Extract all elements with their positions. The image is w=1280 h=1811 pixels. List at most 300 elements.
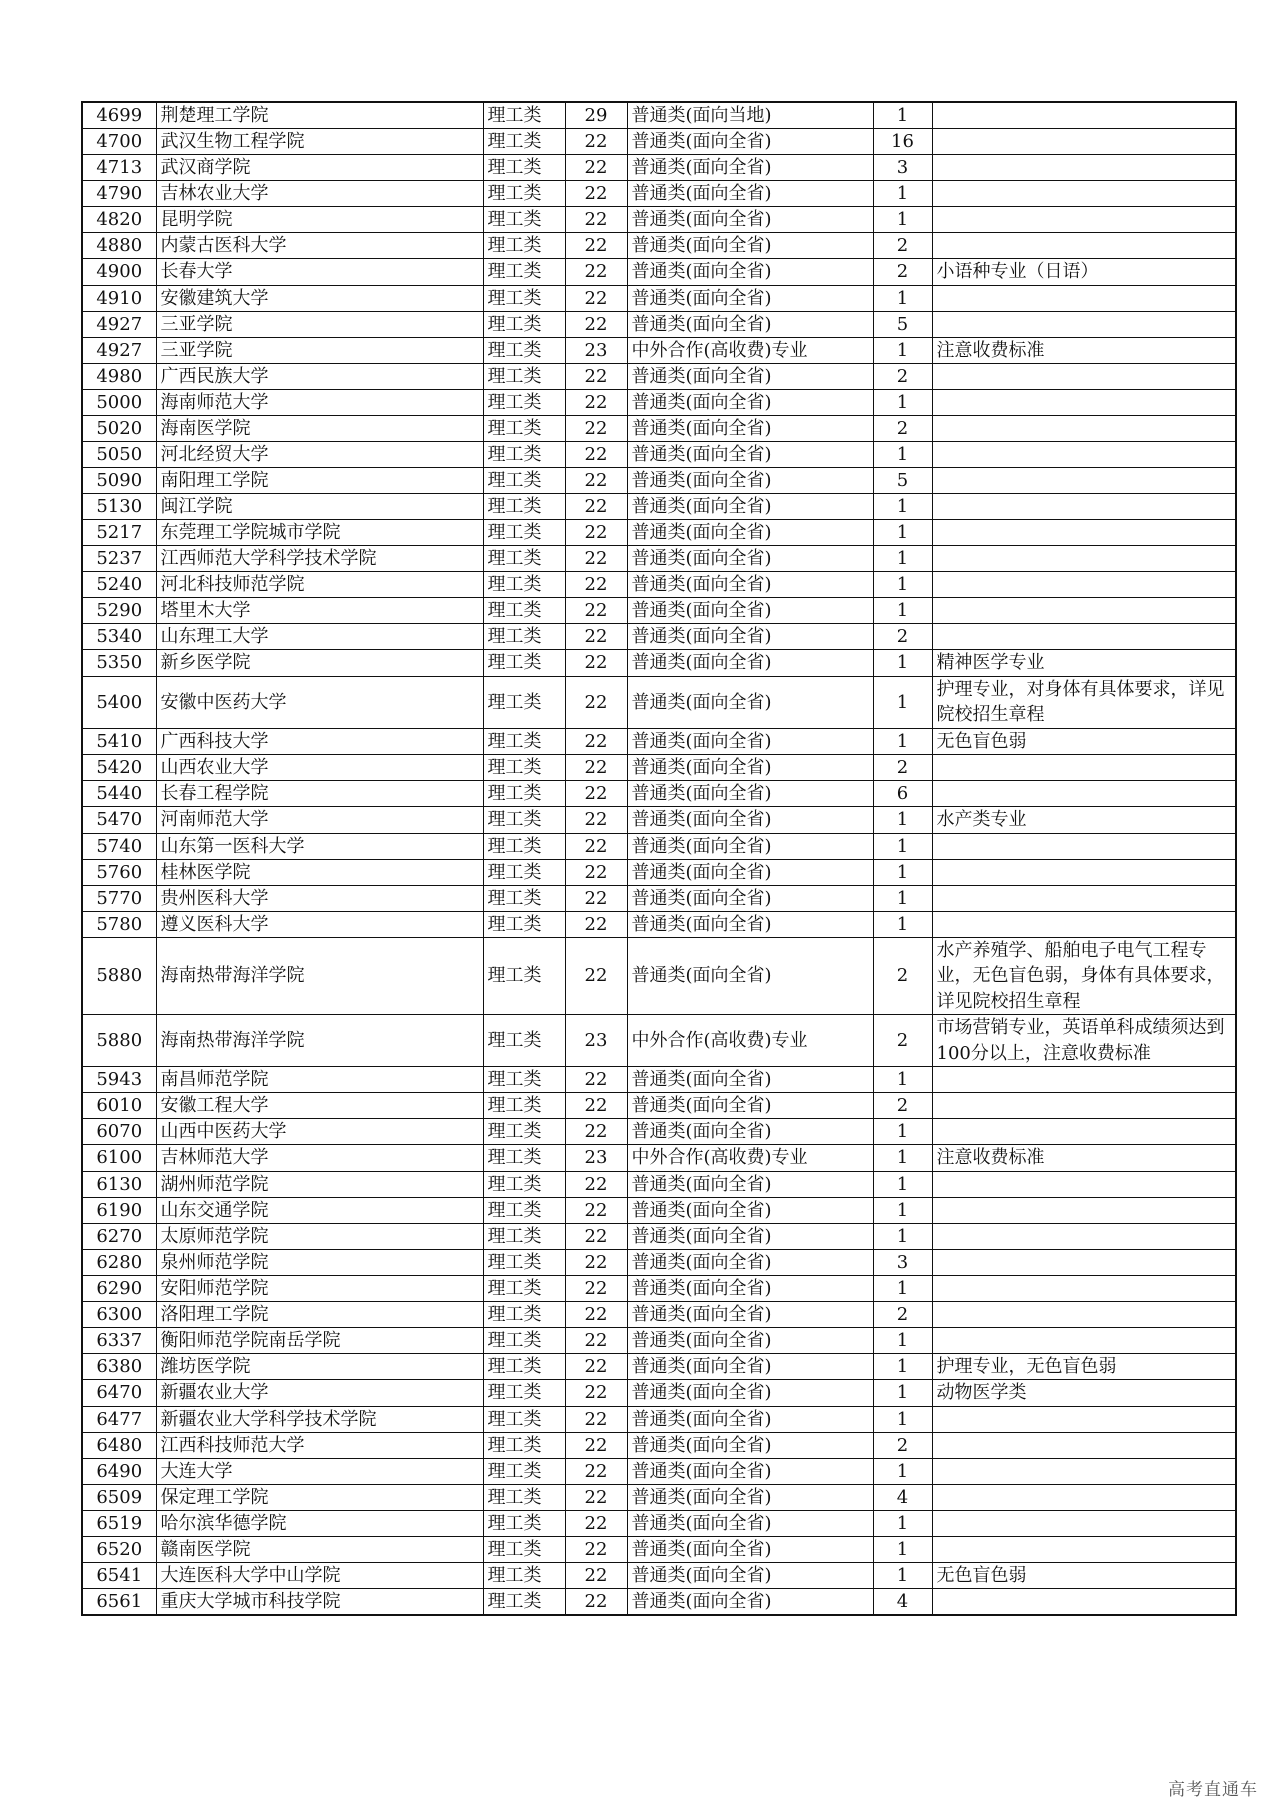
category-cell: 理工类 <box>483 728 565 755</box>
note-cell <box>932 155 1236 181</box>
school-name-cell: 河南师范大学 <box>156 807 483 834</box>
plan-count-cell: 1 <box>873 1197 932 1223</box>
school-name-cell: 赣南医学院 <box>156 1536 483 1562</box>
batch-cell: 22 <box>565 468 627 494</box>
plan-type-cell: 中外合作(高收费)专业 <box>627 1015 873 1067</box>
school-code-cell: 5943 <box>82 1067 156 1093</box>
batch-cell: 22 <box>565 1484 627 1510</box>
school-code-cell: 4880 <box>82 233 156 259</box>
table-row <box>82 1562 1236 1589</box>
school-code-cell: 5237 <box>82 546 156 572</box>
school-code-cell: 5050 <box>82 442 156 468</box>
batch-cell: 23 <box>565 337 627 364</box>
school-code-cell: 5780 <box>82 911 156 937</box>
school-name-cell: 南阳理工学院 <box>156 468 483 494</box>
plan-count-cell: 1 <box>873 1353 932 1380</box>
plan-count-cell: 1 <box>873 859 932 885</box>
note-cell: 市场营销专业，英语单科成绩须达到100分以上，注意收费标准 <box>932 1015 1236 1067</box>
table-row <box>82 311 1236 337</box>
category-cell: 理工类 <box>483 311 565 337</box>
school-code-cell: 4900 <box>82 259 156 286</box>
school-code-cell: 6010 <box>82 1093 156 1119</box>
school-code-cell: 6300 <box>82 1301 156 1327</box>
school-name-cell: 三亚学院 <box>156 337 483 364</box>
note-cell: 无色盲色弱 <box>932 728 1236 755</box>
school-code-cell: 5440 <box>82 781 156 807</box>
plan-type-cell: 普通类(面向全省) <box>627 1380 873 1407</box>
table-row <box>82 1589 1236 1616</box>
batch-cell: 22 <box>565 1171 627 1197</box>
plan-type-cell: 普通类(面向全省) <box>627 885 873 911</box>
table-row <box>82 1145 1236 1172</box>
table-row <box>82 181 1236 207</box>
batch-cell: 22 <box>565 416 627 442</box>
table-row <box>82 1484 1236 1510</box>
plan-count-cell: 1 <box>873 911 932 937</box>
category-cell: 理工类 <box>483 807 565 834</box>
school-name-cell: 哈尔滨华德学院 <box>156 1510 483 1536</box>
school-code-cell: 6519 <box>82 1510 156 1536</box>
batch-cell: 22 <box>565 1432 627 1458</box>
batch-cell: 22 <box>565 233 627 259</box>
table-row <box>82 572 1236 598</box>
note-cell <box>932 1275 1236 1301</box>
note-cell <box>932 1406 1236 1432</box>
plan-count-cell: 1 <box>873 1327 932 1353</box>
table-row <box>82 155 1236 181</box>
plan-count-cell: 1 <box>873 728 932 755</box>
batch-cell: 22 <box>565 546 627 572</box>
category-cell: 理工类 <box>483 572 565 598</box>
note-cell: 护理专业，对身体有具体要求，详见院校招生章程 <box>932 676 1236 728</box>
note-cell: 小语种专业（日语） <box>932 259 1236 286</box>
category-cell: 理工类 <box>483 155 565 181</box>
batch-cell: 22 <box>565 129 627 155</box>
plan-type-cell: 中外合作(高收费)专业 <box>627 337 873 364</box>
plan-type-cell: 普通类(面向全省) <box>627 311 873 337</box>
note-cell <box>932 468 1236 494</box>
note-cell <box>932 311 1236 337</box>
batch-cell: 22 <box>565 1197 627 1223</box>
category-cell: 理工类 <box>483 1197 565 1223</box>
plan-count-cell: 4 <box>873 1589 932 1616</box>
note-cell <box>932 781 1236 807</box>
school-name-cell: 衡阳师范学院南岳学院 <box>156 1327 483 1353</box>
table-row <box>82 885 1236 911</box>
batch-cell: 22 <box>565 1562 627 1589</box>
school-code-cell: 4713 <box>82 155 156 181</box>
category-cell: 理工类 <box>483 1067 565 1093</box>
batch-cell: 22 <box>565 155 627 181</box>
plan-count-cell: 1 <box>873 546 932 572</box>
category-cell: 理工类 <box>483 1171 565 1197</box>
school-name-cell: 泉州师范学院 <box>156 1249 483 1275</box>
table-row <box>82 807 1236 834</box>
school-name-cell: 大连大学 <box>156 1458 483 1484</box>
category-cell: 理工类 <box>483 676 565 728</box>
category-cell: 理工类 <box>483 1223 565 1249</box>
school-name-cell: 武汉商学院 <box>156 155 483 181</box>
note-cell <box>932 520 1236 546</box>
batch-cell: 22 <box>565 728 627 755</box>
plan-count-cell: 1 <box>873 442 932 468</box>
category-cell: 理工类 <box>483 833 565 859</box>
note-cell: 动物医学类 <box>932 1380 1236 1407</box>
category-cell: 理工类 <box>483 1458 565 1484</box>
school-name-cell: 广西民族大学 <box>156 364 483 390</box>
batch-cell: 22 <box>565 285 627 311</box>
batch-cell: 22 <box>565 676 627 728</box>
table-row <box>82 416 1236 442</box>
school-name-cell: 新疆农业大学 <box>156 1380 483 1407</box>
school-code-cell: 6337 <box>82 1327 156 1353</box>
school-code-cell: 5880 <box>82 937 156 1015</box>
school-name-cell: 保定理工学院 <box>156 1484 483 1510</box>
plan-type-cell: 普通类(面向全省) <box>627 598 873 624</box>
note-cell <box>932 416 1236 442</box>
batch-cell: 22 <box>565 181 627 207</box>
plan-type-cell: 普通类(面向全省) <box>627 207 873 233</box>
school-code-cell: 6280 <box>82 1249 156 1275</box>
table-row <box>82 1093 1236 1119</box>
plan-type-cell: 普通类(面向全省) <box>627 1589 873 1616</box>
category-cell: 理工类 <box>483 650 565 677</box>
batch-cell: 22 <box>565 494 627 520</box>
watermark: 高考直通车 <box>1168 1780 1258 1800</box>
plan-type-cell: 普通类(面向全省) <box>627 494 873 520</box>
batch-cell: 22 <box>565 650 627 677</box>
school-code-cell: 5350 <box>82 650 156 677</box>
batch-cell: 22 <box>565 911 627 937</box>
category-cell: 理工类 <box>483 181 565 207</box>
note-cell <box>932 181 1236 207</box>
plan-type-cell: 普通类(面向全省) <box>627 1432 873 1458</box>
plan-type-cell: 普通类(面向全省) <box>627 1536 873 1562</box>
table-row <box>82 337 1236 364</box>
school-name-cell: 山东第一医科大学 <box>156 833 483 859</box>
plan-type-cell: 普通类(面向全省) <box>627 728 873 755</box>
school-name-cell: 武汉生物工程学院 <box>156 129 483 155</box>
school-code-cell: 6520 <box>82 1536 156 1562</box>
table-row <box>82 546 1236 572</box>
plan-count-cell: 2 <box>873 259 932 286</box>
plan-type-cell: 普通类(面向全省) <box>627 259 873 286</box>
category-cell: 理工类 <box>483 937 565 1015</box>
school-code-cell: 5020 <box>82 416 156 442</box>
batch-cell: 22 <box>565 859 627 885</box>
plan-count-cell: 1 <box>873 1562 932 1589</box>
school-code-cell: 6561 <box>82 1589 156 1616</box>
plan-type-cell: 普通类(面向全省) <box>627 1223 873 1249</box>
table-row <box>82 1327 1236 1353</box>
plan-type-cell: 普通类(面向全省) <box>627 390 873 416</box>
batch-cell: 23 <box>565 1015 627 1067</box>
school-code-cell: 4700 <box>82 129 156 155</box>
school-name-cell: 三亚学院 <box>156 311 483 337</box>
school-name-cell: 洛阳理工学院 <box>156 1301 483 1327</box>
school-name-cell: 遵义医科大学 <box>156 911 483 937</box>
table-row <box>82 676 1236 728</box>
batch-cell: 22 <box>565 1249 627 1275</box>
plan-count-cell: 3 <box>873 1249 932 1275</box>
category-cell: 理工类 <box>483 1275 565 1301</box>
plan-count-cell: 1 <box>873 1171 932 1197</box>
school-code-cell: 5770 <box>82 885 156 911</box>
school-code-cell: 6130 <box>82 1171 156 1197</box>
table-row <box>82 1197 1236 1223</box>
note-cell: 无色盲色弱 <box>932 1562 1236 1589</box>
plan-count-cell: 1 <box>873 1067 932 1093</box>
batch-cell: 22 <box>565 364 627 390</box>
school-code-cell: 5130 <box>82 494 156 520</box>
plan-type-cell: 普通类(面向全省) <box>627 755 873 781</box>
school-name-cell: 山西农业大学 <box>156 755 483 781</box>
school-name-cell: 安徽建筑大学 <box>156 285 483 311</box>
school-name-cell: 东莞理工学院城市学院 <box>156 520 483 546</box>
school-code-cell: 5880 <box>82 1015 156 1067</box>
plan-type-cell: 普通类(面向全省) <box>627 1171 873 1197</box>
category-cell: 理工类 <box>483 364 565 390</box>
plan-count-cell: 2 <box>873 1432 932 1458</box>
note-cell <box>932 1589 1236 1616</box>
note-cell <box>932 1536 1236 1562</box>
note-cell <box>932 207 1236 233</box>
admissions-table-body <box>82 102 1236 1615</box>
table-row <box>82 1223 1236 1249</box>
table-row <box>82 285 1236 311</box>
note-cell <box>932 129 1236 155</box>
school-code-cell: 4980 <box>82 364 156 390</box>
plan-count-cell: 4 <box>873 1484 932 1510</box>
batch-cell: 22 <box>565 572 627 598</box>
batch-cell: 22 <box>565 390 627 416</box>
school-name-cell: 海南医学院 <box>156 416 483 442</box>
batch-cell: 22 <box>565 1093 627 1119</box>
school-code-cell: 6480 <box>82 1432 156 1458</box>
plan-type-cell: 普通类(面向全省) <box>627 285 873 311</box>
school-name-cell: 南昌师范学院 <box>156 1067 483 1093</box>
table-row <box>82 781 1236 807</box>
plan-type-cell: 普通类(面向全省) <box>627 1093 873 1119</box>
plan-count-cell: 1 <box>873 337 932 364</box>
table-row <box>82 233 1236 259</box>
plan-count-cell: 5 <box>873 468 932 494</box>
batch-cell: 22 <box>565 598 627 624</box>
batch-cell: 22 <box>565 781 627 807</box>
school-name-cell: 海南热带海洋学院 <box>156 937 483 1015</box>
plan-count-cell: 1 <box>873 1380 932 1407</box>
plan-count-cell: 6 <box>873 781 932 807</box>
category-cell: 理工类 <box>483 1432 565 1458</box>
note-cell <box>932 285 1236 311</box>
school-name-cell: 内蒙古医科大学 <box>156 233 483 259</box>
plan-type-cell: 普通类(面向全省) <box>627 546 873 572</box>
plan-type-cell: 普通类(面向全省) <box>627 1249 873 1275</box>
table-row <box>82 937 1236 1015</box>
batch-cell: 22 <box>565 1301 627 1327</box>
school-code-cell: 4927 <box>82 311 156 337</box>
school-code-cell: 5470 <box>82 807 156 834</box>
table-row <box>82 259 1236 286</box>
table-row <box>82 1432 1236 1458</box>
category-cell: 理工类 <box>483 1015 565 1067</box>
plan-count-cell: 2 <box>873 937 932 1015</box>
school-name-cell: 河北科技师范学院 <box>156 572 483 598</box>
plan-count-cell: 1 <box>873 807 932 834</box>
note-cell: 护理专业，无色盲色弱 <box>932 1353 1236 1380</box>
school-code-cell: 5290 <box>82 598 156 624</box>
plan-count-cell: 1 <box>873 1223 932 1249</box>
school-code-cell: 5410 <box>82 728 156 755</box>
plan-count-cell: 1 <box>873 494 932 520</box>
note-cell <box>932 233 1236 259</box>
category-cell: 理工类 <box>483 207 565 233</box>
table-row <box>82 911 1236 937</box>
school-name-cell: 桂林医学院 <box>156 859 483 885</box>
category-cell: 理工类 <box>483 1589 565 1616</box>
category-cell: 理工类 <box>483 1327 565 1353</box>
plan-type-cell: 普通类(面向全省) <box>627 650 873 677</box>
batch-cell: 22 <box>565 1406 627 1432</box>
note-cell <box>932 1510 1236 1536</box>
plan-type-cell: 普通类(面向全省) <box>627 1353 873 1380</box>
note-cell <box>932 1249 1236 1275</box>
table-row <box>82 442 1236 468</box>
school-name-cell: 安阳师范学院 <box>156 1275 483 1301</box>
batch-cell: 29 <box>565 102 627 129</box>
batch-cell: 22 <box>565 207 627 233</box>
school-name-cell: 湖州师范学院 <box>156 1171 483 1197</box>
category-cell: 理工类 <box>483 259 565 286</box>
table-row <box>82 1353 1236 1380</box>
plan-type-cell: 普通类(面向当地) <box>627 102 873 129</box>
batch-cell: 22 <box>565 1510 627 1536</box>
school-name-cell: 新乡医学院 <box>156 650 483 677</box>
plan-count-cell: 1 <box>873 1458 932 1484</box>
batch-cell: 22 <box>565 1589 627 1616</box>
plan-type-cell: 普通类(面向全省) <box>627 520 873 546</box>
note-cell <box>932 624 1236 650</box>
school-code-cell: 5217 <box>82 520 156 546</box>
plan-type-cell: 普通类(面向全省) <box>627 416 873 442</box>
note-cell: 水产类专业 <box>932 807 1236 834</box>
school-name-cell: 昆明学院 <box>156 207 483 233</box>
category-cell: 理工类 <box>483 520 565 546</box>
plan-count-cell: 2 <box>873 416 932 442</box>
note-cell <box>932 1327 1236 1353</box>
note-cell: 注意收费标准 <box>932 1145 1236 1172</box>
batch-cell: 22 <box>565 624 627 650</box>
batch-cell: 22 <box>565 807 627 834</box>
category-cell: 理工类 <box>483 1380 565 1407</box>
school-name-cell: 山东交通学院 <box>156 1197 483 1223</box>
note-cell <box>932 102 1236 129</box>
plan-type-cell: 普通类(面向全省) <box>627 572 873 598</box>
note-cell <box>932 1432 1236 1458</box>
table-row <box>82 833 1236 859</box>
category-cell: 理工类 <box>483 285 565 311</box>
category-cell: 理工类 <box>483 1536 565 1562</box>
category-cell: 理工类 <box>483 1406 565 1432</box>
category-cell: 理工类 <box>483 1093 565 1119</box>
school-name-cell: 江西师范大学科学技术学院 <box>156 546 483 572</box>
note-cell <box>932 390 1236 416</box>
table-row <box>82 390 1236 416</box>
plan-type-cell: 普通类(面向全省) <box>627 364 873 390</box>
category-cell: 理工类 <box>483 1353 565 1380</box>
table-row <box>82 1067 1236 1093</box>
category-cell: 理工类 <box>483 129 565 155</box>
batch-cell: 22 <box>565 755 627 781</box>
school-code-cell: 6541 <box>82 1562 156 1589</box>
school-name-cell: 吉林农业大学 <box>156 181 483 207</box>
school-code-cell: 5090 <box>82 468 156 494</box>
note-cell <box>932 442 1236 468</box>
category-cell: 理工类 <box>483 1301 565 1327</box>
table-row <box>82 102 1236 129</box>
category-cell: 理工类 <box>483 468 565 494</box>
note-cell <box>932 755 1236 781</box>
school-code-cell: 5760 <box>82 859 156 885</box>
note-cell <box>932 364 1236 390</box>
plan-type-cell: 普通类(面向全省) <box>627 624 873 650</box>
school-name-cell: 长春大学 <box>156 259 483 286</box>
batch-cell: 22 <box>565 1353 627 1380</box>
plan-type-cell: 普通类(面向全省) <box>627 468 873 494</box>
school-code-cell: 5740 <box>82 833 156 859</box>
note-cell <box>932 859 1236 885</box>
note-cell <box>932 1301 1236 1327</box>
category-cell: 理工类 <box>483 1119 565 1145</box>
plan-type-cell: 中外合作(高收费)专业 <box>627 1145 873 1172</box>
plan-count-cell: 3 <box>873 155 932 181</box>
batch-cell: 22 <box>565 1067 627 1093</box>
table-row <box>82 650 1236 677</box>
table-row <box>82 1536 1236 1562</box>
table-row <box>82 1406 1236 1432</box>
school-name-cell: 闽江学院 <box>156 494 483 520</box>
note-cell: 水产养殖学、船舶电子电气工程专业，无色盲色弱，身体有具体要求，详见院校招生章程 <box>932 937 1236 1015</box>
table-row <box>82 364 1236 390</box>
school-name-cell: 安徽中医药大学 <box>156 676 483 728</box>
school-name-cell: 吉林师范大学 <box>156 1145 483 1172</box>
plan-count-cell: 2 <box>873 624 932 650</box>
batch-cell: 22 <box>565 259 627 286</box>
note-cell <box>932 494 1236 520</box>
school-code-cell: 4790 <box>82 181 156 207</box>
table-row <box>82 755 1236 781</box>
plan-type-cell: 普通类(面向全省) <box>627 1197 873 1223</box>
plan-type-cell: 普通类(面向全省) <box>627 807 873 834</box>
school-name-cell: 荆楚理工学院 <box>156 102 483 129</box>
plan-count-cell: 1 <box>873 1119 932 1145</box>
note-cell <box>932 1458 1236 1484</box>
school-name-cell: 重庆大学城市科技学院 <box>156 1589 483 1616</box>
plan-type-cell: 普通类(面向全省) <box>627 1458 873 1484</box>
school-name-cell: 山西中医药大学 <box>156 1119 483 1145</box>
plan-count-cell: 2 <box>873 364 932 390</box>
plan-count-cell: 1 <box>873 598 932 624</box>
school-code-cell: 6270 <box>82 1223 156 1249</box>
category-cell: 理工类 <box>483 416 565 442</box>
category-cell: 理工类 <box>483 1484 565 1510</box>
plan-count-cell: 1 <box>873 650 932 677</box>
plan-count-cell: 1 <box>873 572 932 598</box>
batch-cell: 22 <box>565 1458 627 1484</box>
table-row <box>82 1510 1236 1536</box>
admissions-table <box>81 101 1237 1616</box>
category-cell: 理工类 <box>483 442 565 468</box>
